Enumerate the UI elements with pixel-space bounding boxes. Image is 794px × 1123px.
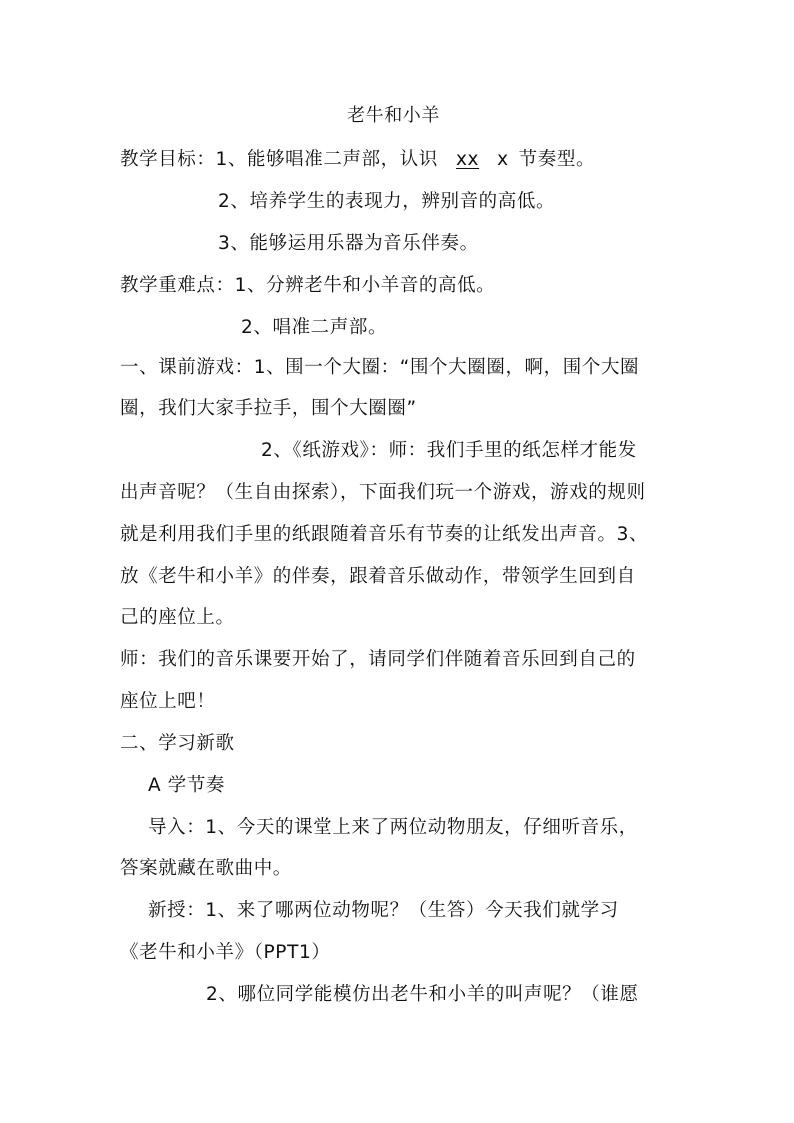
document-title: 老牛和小羊	[347, 105, 440, 126]
section2-teach-1: 新授：1、来了哪两位动物呢？（生答）今天我们就学习	[148, 900, 619, 921]
section2-sub-a: A 学节奏	[148, 775, 226, 796]
section1-line-3: 2、《纸游戏》：师：我们手里的纸怎样才能发	[261, 440, 637, 461]
section1-line-5: 就是利用我们手里的纸跟随着音乐有节奏的让纸发出声音。3、	[120, 524, 649, 545]
section1-line-2: 圈，我们大家手拉手，围个大圈圈”	[120, 398, 417, 419]
section1-line-8: 师：我们的音乐课要开始了，请同学们伴随着音乐回到自己的	[120, 649, 636, 670]
section2-heading: 二、学习新歌	[120, 733, 235, 754]
goal-line-1	[120, 147, 595, 173]
goal-item-1-prefix: 1、能够唱准二声部，认识	[215, 149, 438, 170]
goals-label: 教学目标：	[120, 149, 216, 170]
section1-line-4: 出声音呢？（生自由探索），下面我们玩一个游戏，游戏的规则	[120, 482, 646, 503]
section1-line-1: 一、课前游戏：1、围一个大圈：“围个大圈圈，啊，围个大圈	[120, 357, 640, 378]
section2-intro-1: 导入：1、今天的课堂上来了两位动物朋友，仔细听音乐，	[148, 817, 638, 838]
section1-line-9: 座位上吧！	[120, 691, 216, 712]
section2-teach-3: 2、哪位同学能模仿出老牛和小羊的叫声呢？（谁愿	[206, 984, 639, 1005]
goal-item-1-suffix: 节奏型。	[518, 149, 596, 170]
difficulty-line-1: 教学重难点：1、分辨老牛和小羊音的高低。	[120, 275, 496, 296]
goal-item-2: 2、培养学生的表现力，辨别音的高低。	[218, 191, 556, 212]
goal-item-3: 3、能够运用乐器为音乐伴奏。	[218, 233, 479, 254]
rhythm-xx: xx	[456, 149, 480, 170]
rhythm-x: x	[497, 149, 509, 170]
section1-line-7: 己的座位上。	[120, 607, 235, 628]
section2-intro-2: 答案就藏在歌曲中。	[120, 858, 292, 879]
section1-line-6: 放《老牛和小羊》的伴奏，跟着音乐做动作，带领学生回到自	[120, 566, 636, 587]
difficulty-line-2: 2、唱准二声部。	[241, 317, 388, 338]
section2-teach-2: 《老牛和小羊》（PPT1）	[120, 942, 331, 963]
